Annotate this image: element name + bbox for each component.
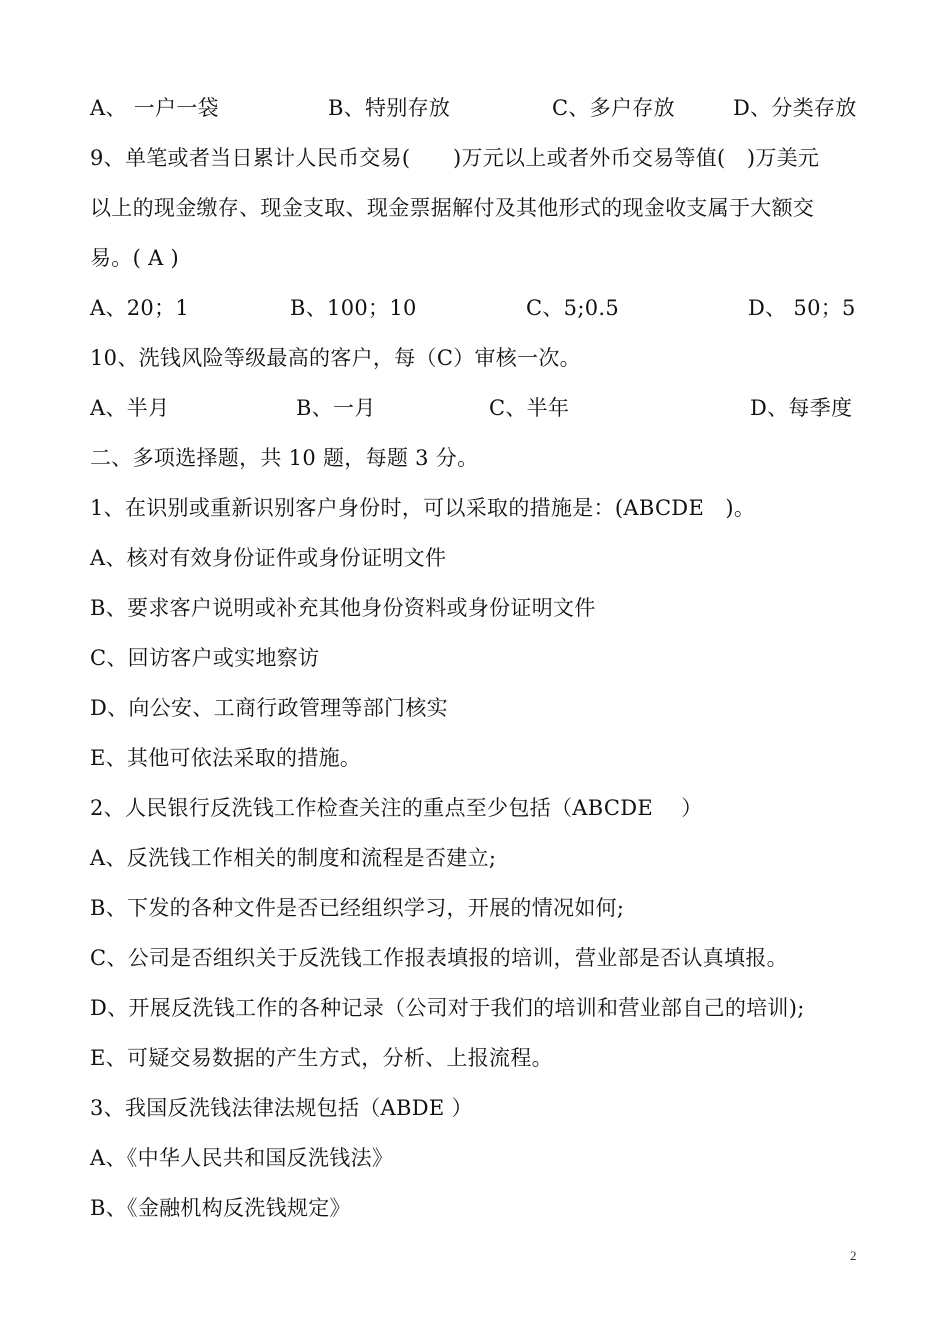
q9-option-c: C、5;0.5 xyxy=(526,296,620,320)
m2-option-b: B、下发的各种文件是否已经组织学习，开展的情况如何; xyxy=(90,896,625,920)
q8-option-b: B、特别存放 xyxy=(328,96,451,120)
q8-option-a: A、 一户一袋 xyxy=(90,96,219,120)
q9-option-a: A、20；1 xyxy=(90,296,190,320)
m1-option-e: E、其他可依法采取的措施。 xyxy=(90,746,362,770)
m2-option-d: D、开展反洗钱工作的各种记录（公司对于我们的培训和营业部自己的培训); xyxy=(90,996,805,1020)
q9-option-b: B、100；10 xyxy=(290,296,417,320)
q10-option-b: B、一月 xyxy=(296,396,376,420)
m3-option-a: A、《中华人民共和国反洗钱法》 xyxy=(90,1146,394,1170)
m2-question: 2、人民银行反洗钱工作检查关注的重点至少包括（ABCDE ） xyxy=(90,796,703,820)
m1-option-c: C、回访客户或实地察访 xyxy=(90,646,320,670)
q9-text-line-1: 9、单笔或者当日累计人民币交易( )万元以上或者外币交易等值( )万美元 xyxy=(90,146,820,170)
m2-option-e: E、可疑交易数据的产生方式，分析、上报流程。 xyxy=(90,1046,553,1070)
section-heading: 二、多项选择题，共 10 题，每题 3 分。 xyxy=(90,446,479,470)
q10-option-d: D、每季度 xyxy=(750,396,853,420)
q9-text-line-3: 易。( A ) xyxy=(90,246,180,270)
m1-question: 1、在识别或重新识别客户身份时，可以采取的措施是：(ABCDE )。 xyxy=(90,496,756,520)
q10-question: 10、洗钱风险等级最高的客户，每（C）审核一次。 xyxy=(90,346,581,370)
q9-option-d: D、 50；5 xyxy=(748,296,856,320)
q8-option-d: D、分类存放 xyxy=(733,96,857,120)
page-number: 2 xyxy=(850,1248,857,1263)
m1-option-a: A、核对有效身份证件或身份证明文件 xyxy=(90,546,447,570)
m3-option-b: B、《金融机构反洗钱规定》 xyxy=(90,1196,351,1220)
q8-option-c: C、多户存放 xyxy=(552,96,675,120)
m1-option-b: B、要求客户说明或补充其他身份资料或身份证明文件 xyxy=(90,596,596,620)
q10-option-a: A、半月 xyxy=(90,396,170,420)
m3-question: 3、我国反洗钱法律法规包括（ABDE ） xyxy=(90,1096,473,1120)
q10-option-c: C、半年 xyxy=(489,396,570,420)
m1-option-d: D、向公安、工商行政管理等部门核实 xyxy=(90,696,448,720)
m2-option-c: C、公司是否组织关于反洗钱工作报表填报的培训，营业部是否认真填报。 xyxy=(90,946,788,970)
q9-text-line-2: 以上的现金缴存、现金支取、现金票据解付及其他形式的现金收支属于大额交 xyxy=(90,196,815,220)
m2-option-a: A、反洗钱工作相关的制度和流程是否建立; xyxy=(90,846,497,870)
